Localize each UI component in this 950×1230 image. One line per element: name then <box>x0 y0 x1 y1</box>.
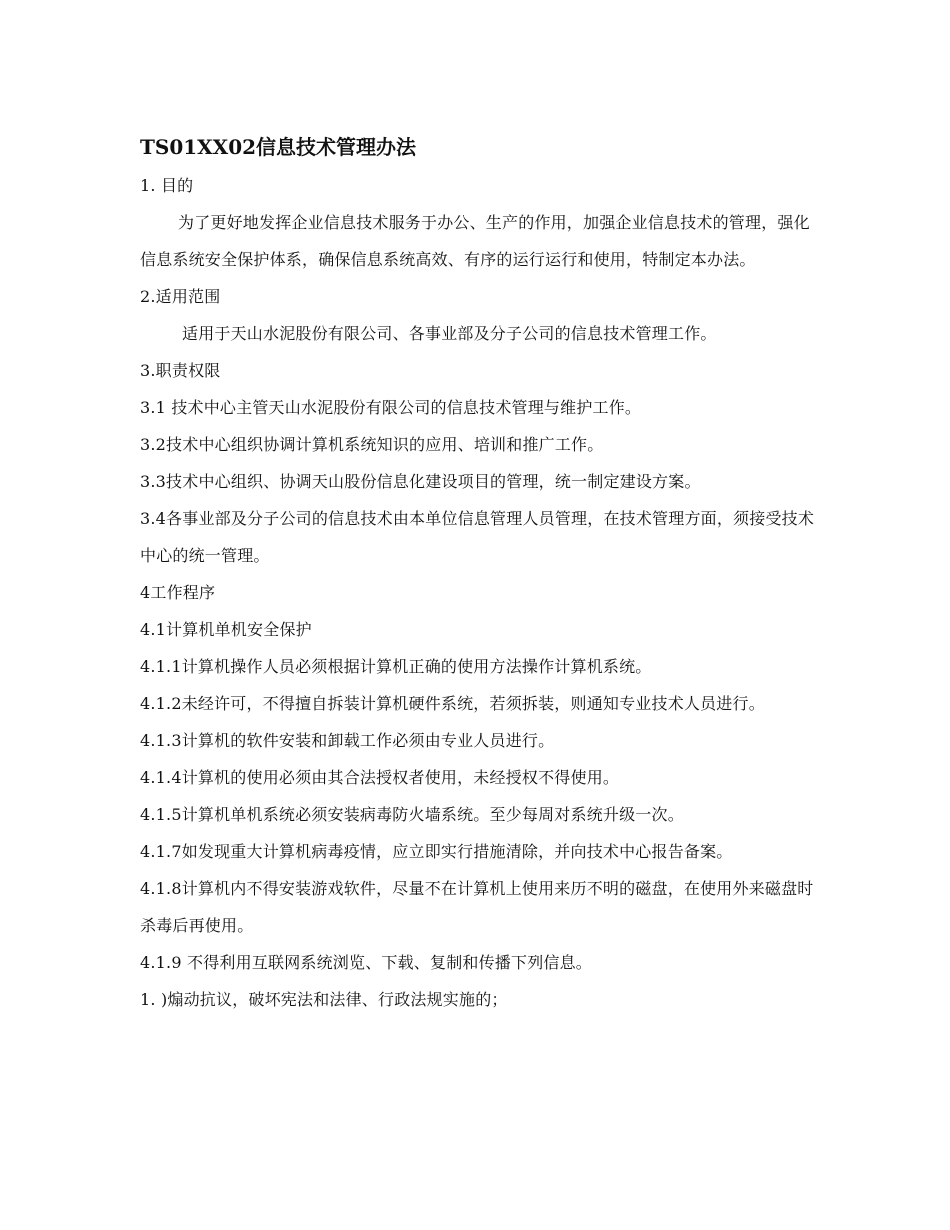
document-title: TS01XX02信息技术管理办法 <box>140 135 417 159</box>
section-heading-scope: 2.适用范围 <box>140 287 221 306</box>
paragraph-4-1-7: 4.1.7如发现重大计算机病毒疫情，应立即实行措施清除，并向技术中心报告备案。 <box>140 842 733 861</box>
paragraph-scope: 适用于天山水泥股份有限公司、各事业部及分子公司的信息技术管理工作。 <box>182 324 717 343</box>
document-body <box>140 127 820 1018</box>
paragraph-3-1: 3.1 技术中心主管天山水泥股份有限公司的信息技术管理与维护工作。 <box>140 398 642 417</box>
subsection-heading-4-1: 4.1计算机单机安全保护 <box>140 620 312 639</box>
paragraph-3-4: 3.4各事业部及分子公司的信息技术由本单位信息管理人员管理，在技术管理方面，须接受技术中心的统一管理。 <box>140 509 815 565</box>
section-heading-procedure: 4工作程序 <box>140 583 216 602</box>
paragraph-4-1-9: 4.1.9 不得利用互联网系统浏览、下载、复制和传播下列信息。 <box>140 953 592 972</box>
section-heading-purpose: 1. 目的 <box>140 176 194 195</box>
list-item-1: 1. )煽动抗议，破坏宪法和法律、行政法规实施的； <box>140 990 508 1009</box>
paragraph-purpose: 为了更好地发挥企业信息技术服务于办公、生产的作用，加强企业信息技术的管理，强化信息系统安全保护体系，确保信息系统高效、有序的运行运行和使用，特制定本办法。 <box>140 213 810 269</box>
paragraph-4-1-3: 4.1.3计算机的软件安装和卸载工作必须由专业人员进行。 <box>140 731 555 750</box>
paragraph-4-1-2: 4.1.2未经许可，不得擅自拆装计算机硬件系统，若须拆装，则通知专业技术人员进行。 <box>140 694 765 713</box>
paragraph-4-1-4: 4.1.4计算机的使用必须由其合法授权者使用，未经授权不得使用。 <box>140 768 620 787</box>
paragraph-4-1-8: 4.1.8计算机内不得安装游戏软件，尽量不在计算机上使用来历不明的磁盘，在使用外来磁盘时杀毒后再使用。 <box>140 879 814 935</box>
paragraph-4-1-5: 4.1.5计算机单机系统必须安装病毒防火墙系统。至少每周对系统升级一次。 <box>140 805 684 824</box>
section-heading-responsibility: 3.职责权限 <box>140 361 221 380</box>
paragraph-3-3: 3.3技术中心组织、协调天山股份信息化建设项目的管理，统一制定建设方案。 <box>140 472 701 491</box>
paragraph-3-2: 3.2技术中心组织协调计算机系统知识的应用、培训和推广工作。 <box>140 435 604 454</box>
paragraph-4-1-1: 4.1.1计算机操作人员必须根据计算机正确的使用方法操作计算机系统。 <box>140 657 652 676</box>
